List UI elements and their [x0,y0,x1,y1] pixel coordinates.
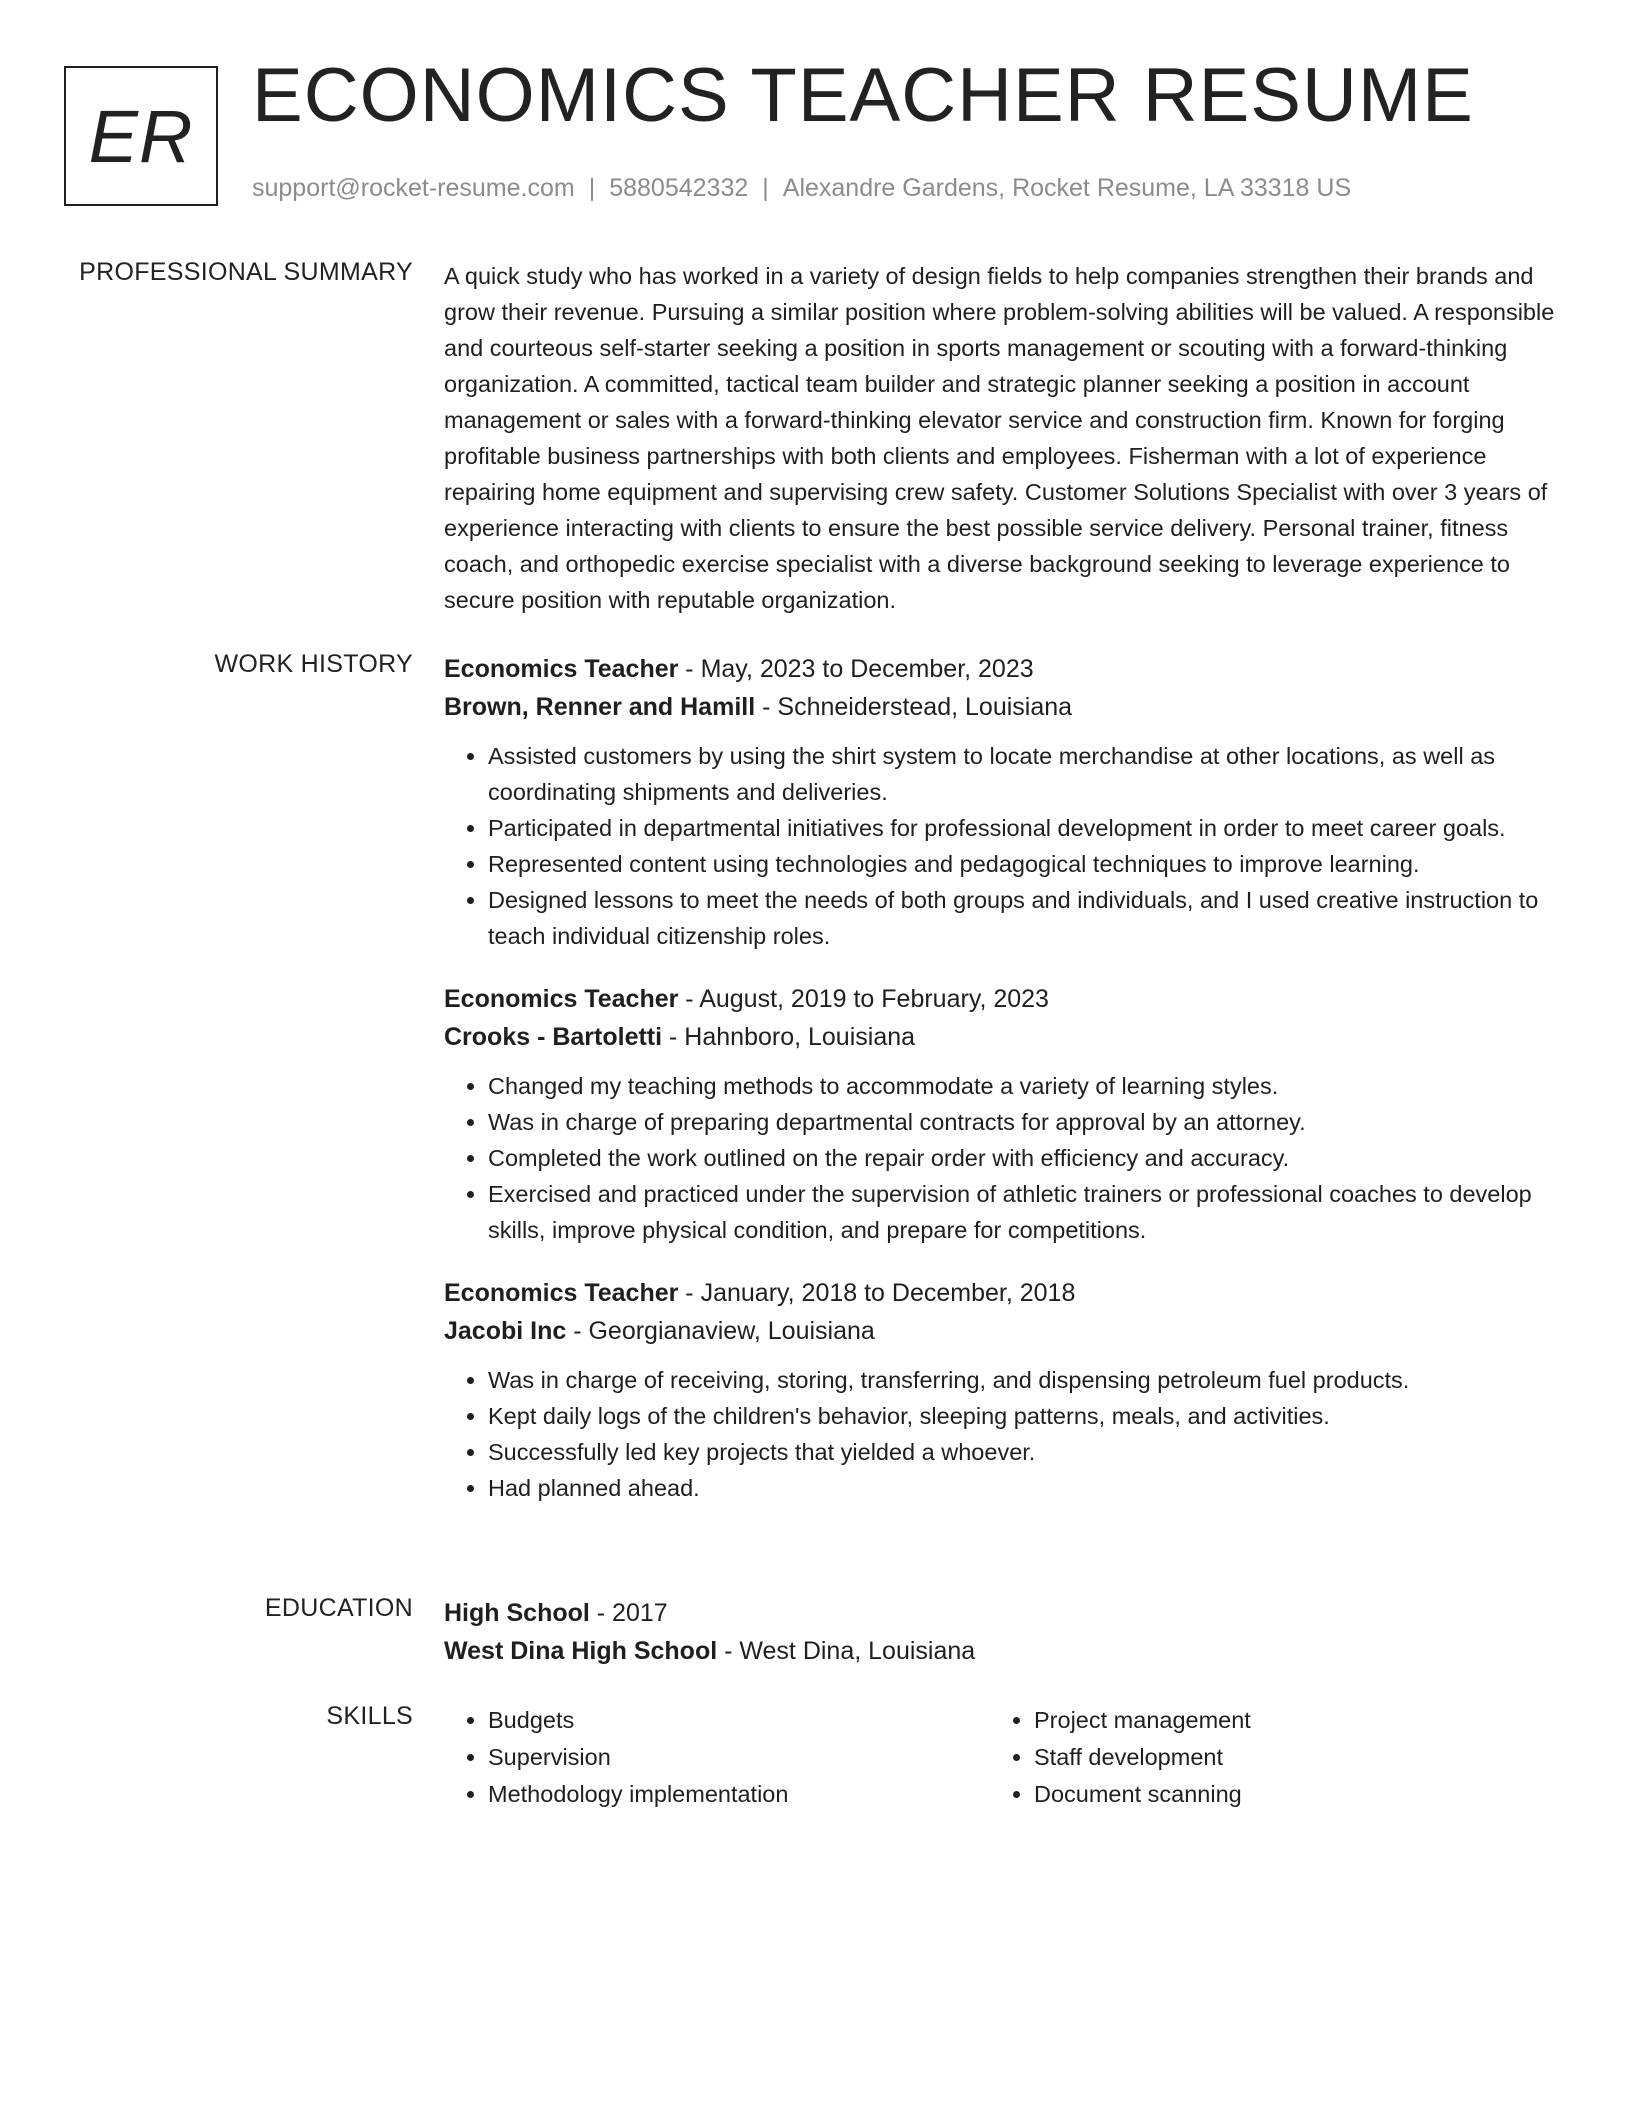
skill-item: • Project management [1034,1702,1536,1739]
job-location: - Hahnboro, Louisiana [662,1023,916,1051]
job-company: Jacobi Inc [444,1317,567,1345]
skill-item: • Staff development [1034,1739,1536,1776]
job-company: Brown, Renner and Hamill [444,693,756,721]
monogram-box [64,66,218,206]
work-history-body [444,650,1556,1532]
job-entry [444,980,1556,1248]
education-school: West Dina High School [444,1637,718,1665]
job-location: - Schneiderstead, Louisiana [755,693,1073,721]
job-title-line [444,980,1556,1018]
job-bullet: • Represented content using technologies and pedagogical techniques to improve learning. [488,846,1556,882]
skills-columns [444,1702,1556,1813]
skills-body [444,1702,1556,1813]
monogram-initials: ER [88,94,194,178]
contact-email[interactable]: support@rocket-resume.com [252,174,575,202]
job-title: Economics Teacher [444,985,679,1013]
contact-line [252,174,1351,203]
job-title: Economics Teacher [444,655,679,683]
job-bullet: • Designed lessons to meet the needs of both groups and individuals, and I used creative instruction to teach individual citizenship roles. [488,882,1556,954]
job-bullet: • Completed the work outlined on the repair order with efficiency and accuracy. [488,1140,1556,1176]
job-bullet: • Changed my teaching methods to accommodate a variety of learning styles. [488,1068,1556,1104]
skill-item: • Supervision [488,1739,990,1776]
job-company-line [444,1018,1556,1056]
section-label-education: EDUCATION [264,1594,413,1622]
job-entry [444,1274,1556,1506]
job-location: - Georgianaview, Louisiana [566,1317,875,1345]
job-bullet: • Had planned ahead. [488,1470,1556,1506]
summary-body [444,258,1556,618]
contact-address: Alexandre Gardens, Rocket Resume, LA 33318 US [782,174,1352,202]
section-label-summary: PROFESSIONAL SUMMARY [79,258,413,286]
resume-title: ECONOMICS TEACHER RESUME [252,53,1474,138]
summary-text: A quick study who has worked in a variety of design fields to help companies strengthen their brands and grow their revenue. Pursuing a similar position where problem-solving abilities will be valued. A responsible and courteous self-starter seeking a position in sports management or scouting with a forward-thinking organization. A committed, tactical team builder and strategic planner seeking a position in account management or sales with a forward-thinking elevator service and construction firm. Known for forging profitable business partnerships with both clients and employees. Fisherman with a lot of experience repairing home equipment and supervising crew safety. Customer Solutions Specialist with over 3 years of experience interacting with clients to ensure the best possible service delivery. Personal trainer, fitness coach, and orthopedic exercise specialist with a diverse background seeking to leverage experience to secure position with reputable organization. [444,263,1555,613]
job-title-line [444,650,1556,688]
job-company-line [444,1312,1556,1350]
job-entry [444,650,1556,954]
job-bullets [444,1362,1556,1506]
education-degree: High School [444,1599,590,1627]
education-location: - West Dina, Louisiana [717,1637,976,1665]
contact-phone[interactable]: 5880542332 [609,174,749,202]
education-year: - 2017 [589,1599,668,1627]
skill-item: • Budgets [488,1702,990,1739]
job-bullet: • Successfully led key projects that yielded a whoever. [488,1434,1556,1470]
job-bullets [444,1068,1556,1248]
job-bullet: • Kept daily logs of the children's behavior, sleeping patterns, meals, and activities. [488,1398,1556,1434]
skills-list-right [990,1702,1536,1813]
job-bullet: • Assisted customers by using the shirt system to locate merchandise at other locations, as well as coordinating shipments and deliveries. [488,738,1556,810]
job-company-line [444,688,1556,726]
job-dates: - May, 2023 to December, 2023 [678,655,1034,683]
skill-item: • Document scanning [1034,1776,1536,1813]
job-bullet: • Participated in departmental initiatives for professional development in order to meet career goals. [488,810,1556,846]
skills-list-left [444,1702,990,1813]
job-company: Crooks - Bartoletti [444,1023,663,1051]
education-degree-line [444,1594,1556,1632]
section-label-skills: SKILLS [326,1702,413,1730]
contact-separator: | [588,174,596,202]
education-body [444,1594,1556,1670]
job-dates: - January, 2018 to December, 2018 [678,1279,1076,1307]
contact-separator: | [762,174,769,202]
education-school-line [444,1632,1556,1670]
job-bullets [444,738,1556,954]
job-title: Economics Teacher [444,1279,679,1307]
job-title-line [444,1274,1556,1312]
job-dates: - August, 2019 to February, 2023 [678,985,1049,1013]
skill-item: • Methodology implementation [488,1776,990,1813]
job-bullet: • Was in charge of receiving, storing, transferring, and dispensing petroleum fuel products. [488,1362,1556,1398]
section-label-work: WORK HISTORY [214,650,413,678]
job-bullet: • Was in charge of preparing departmental contracts for approval by an attorney. [488,1104,1556,1140]
job-bullet: • Exercised and practiced under the supervision of athletic trainers or professional coaches to develop skills, improve physical condition, and prepare for competitions. [488,1176,1556,1248]
